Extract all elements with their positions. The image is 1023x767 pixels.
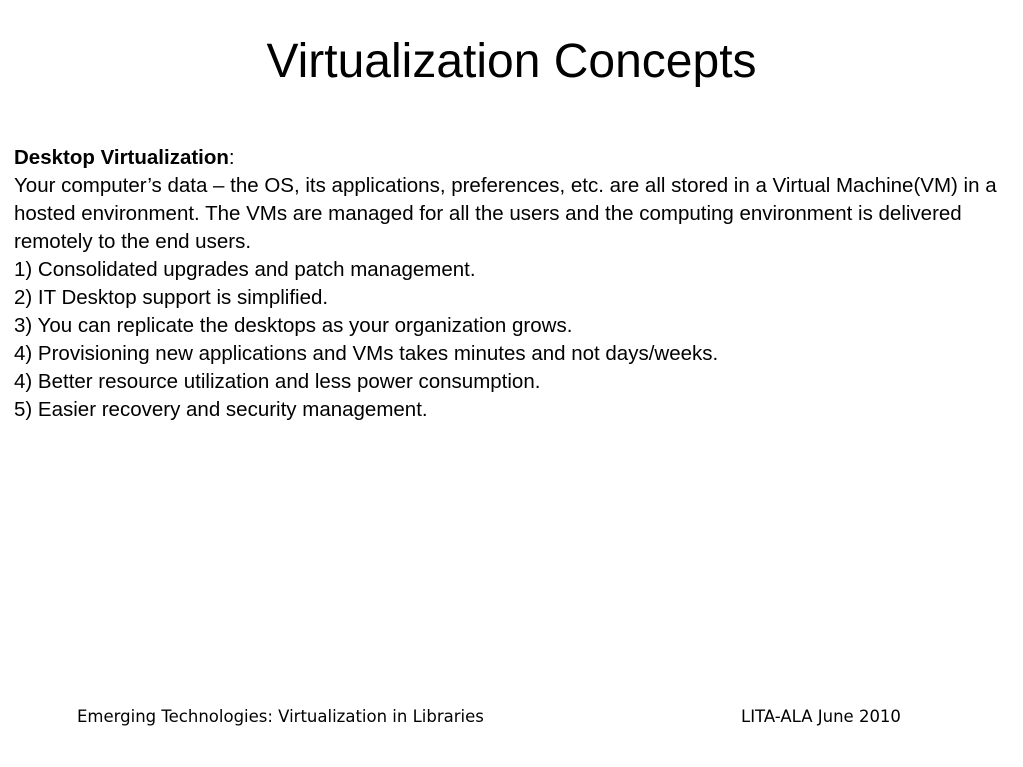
list-item: 5) Easier recovery and security management. bbox=[14, 398, 428, 421]
list-item: 2) IT Desktop support is simplified. bbox=[14, 286, 329, 309]
list-item: 3) You can replicate the desktops as your organization grows. bbox=[14, 314, 573, 337]
list-item: 4) Provisioning new applications and VMs takes minutes and not days/weeks. bbox=[14, 342, 719, 365]
list-item: 4) Better resource utilization and less power consumption. bbox=[14, 370, 541, 393]
footer-right: LITA-ALA June 2010 bbox=[741, 707, 901, 726]
intro-paragraph: Your computer’s data – the OS, its applications, preferences, etc. are all stored in a Virtual Machine(VM) in a hosted environment. The VMs are managed for all the users and the computing environment is delivered remotely to the end users. bbox=[14, 174, 997, 253]
section-heading-line bbox=[14, 144, 1009, 172]
list-item: 1) Consolidated upgrades and patch management. bbox=[14, 258, 476, 281]
slide-body bbox=[14, 144, 1009, 424]
slide-title: Virtualization Concepts bbox=[266, 35, 757, 88]
benefits-list bbox=[14, 256, 1009, 424]
footer-left: Emerging Technologies: Virtualization in Libraries bbox=[77, 707, 484, 726]
section-heading: Desktop Virtualization bbox=[14, 146, 229, 169]
section-heading-colon: : bbox=[228, 146, 235, 169]
